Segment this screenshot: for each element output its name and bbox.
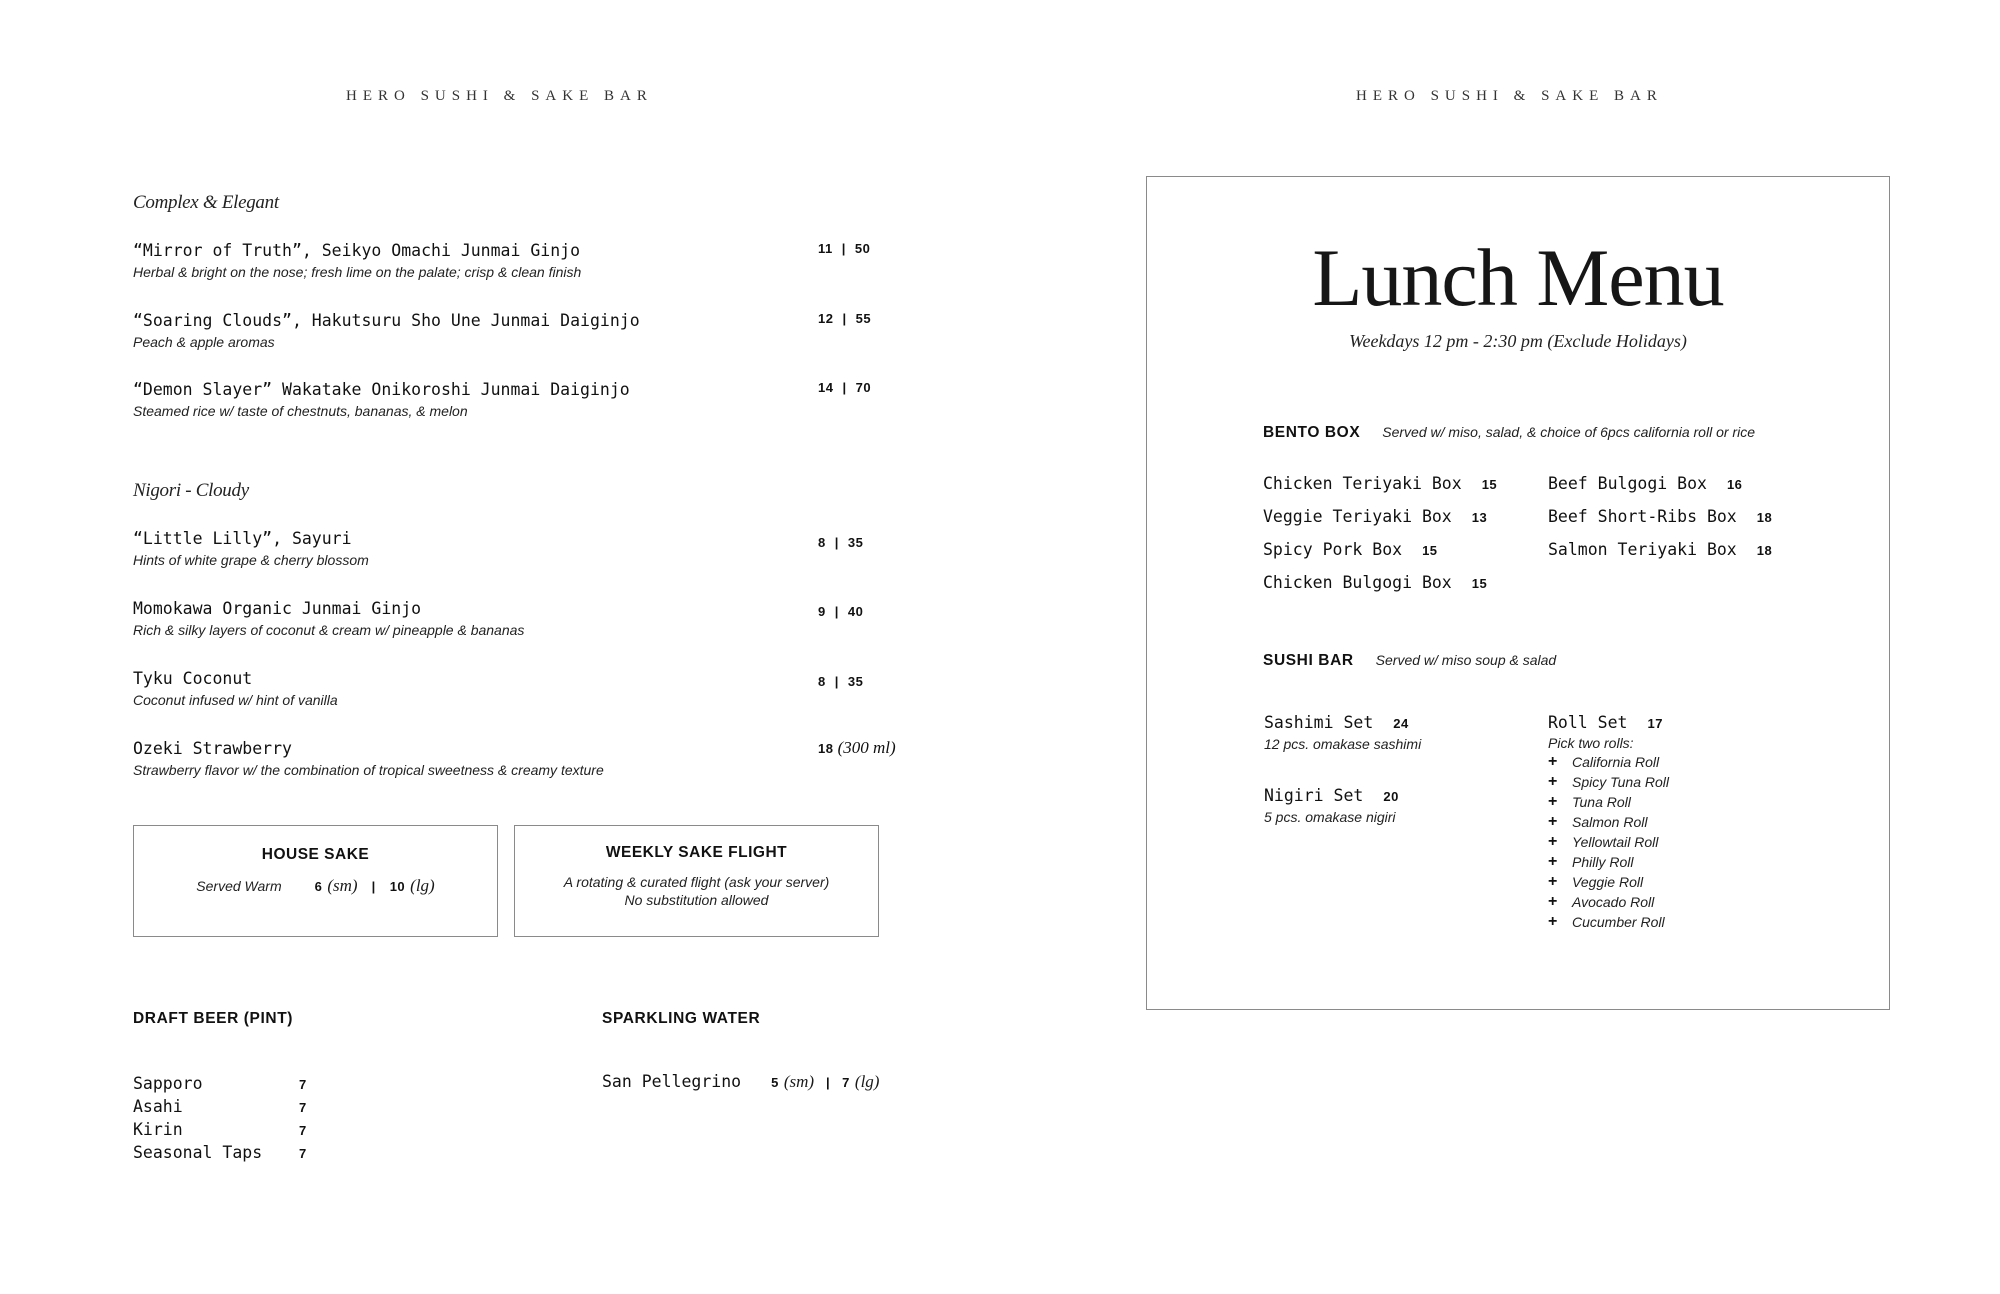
sake-item [133, 311, 640, 350]
list-item [1548, 912, 1669, 932]
nigiri-set-name: Nigiri Set [1264, 786, 1364, 805]
bento-name: Spicy Pork Box [1263, 540, 1403, 559]
bento-name: Beef Short-Ribs Box [1548, 507, 1737, 526]
price-separator: | [834, 535, 839, 550]
sake-item-desc: Herbal & bright on the nose; fresh lime on the palate; crisp & clean finish [133, 264, 582, 280]
bottle-price: 35 [847, 535, 864, 550]
sake-item-desc: Peach & apple aromas [133, 334, 275, 350]
list-item [1548, 752, 1669, 772]
sparkling-water-item [602, 1072, 879, 1092]
sake-item-desc: Rich & silky layers of coconut & cream w/ pineapple & bananas [133, 622, 525, 638]
sushi-bar-note: Served w/ miso soup & salad [1375, 652, 1557, 668]
section-title-nigori: Nigori - Cloudy [133, 480, 249, 501]
house-sake-label: Served Warm [196, 878, 282, 894]
price-separator: | [842, 311, 847, 326]
list-item [1548, 792, 1669, 812]
bento-box-title: BENTO BOX [1263, 424, 1361, 441]
list-item [1548, 474, 1772, 507]
bottle-size: (300 ml) [837, 738, 896, 757]
list-item [1548, 872, 1669, 892]
bento-list-col2 [1548, 474, 1772, 573]
lunch-menu-frame [1146, 176, 1890, 1010]
sake-item-price [818, 738, 896, 758]
weekly-flight-line2: No substitution allowed [624, 892, 769, 908]
draft-beer-list [133, 1074, 307, 1166]
list-item [1263, 573, 1497, 606]
sparkling-price-sm: 5 [771, 1075, 779, 1090]
roll-set-desc: Pick two rolls: [1548, 735, 1634, 751]
list-item [1548, 540, 1772, 573]
price-separator: | [841, 241, 846, 256]
plus-icon: + [1548, 893, 1558, 910]
glass-price: 14 [818, 380, 834, 395]
sashimi-set-name: Sashimi Set [1264, 713, 1374, 732]
list-item [133, 1120, 307, 1143]
sake-item-desc: Hints of white grape & cherry blossom [133, 552, 369, 568]
sushi-bar-title: SUSHI BAR [1263, 652, 1354, 669]
list-item [1263, 540, 1497, 573]
list-item [1548, 772, 1669, 792]
bento-price: 15 [1471, 576, 1488, 591]
bento-price: 15 [1422, 543, 1438, 558]
beer-name: Seasonal Taps [133, 1143, 263, 1162]
plus-icon: + [1548, 853, 1558, 870]
roll-set-line [1548, 713, 1669, 732]
bento-name: Veggie Teriyaki Box [1263, 507, 1452, 526]
roll-name: Yellowtail Roll [1572, 834, 1659, 850]
sake-item-name: “Little Lilly”, Sayuri [133, 529, 352, 548]
sashimi-set-price: 24 [1393, 716, 1409, 731]
house-sake-price-sm: 6 [314, 879, 323, 894]
lunch-menu-subtitle: Weekdays 12 pm - 2:30 pm (Exclude Holidays) [1349, 331, 1687, 351]
nigiri-set [1264, 786, 1399, 825]
house-sake-size-sm: (sm) [327, 876, 358, 895]
house-sake-box [133, 825, 498, 937]
plus-icon: + [1548, 813, 1558, 830]
beer-price: 7 [299, 1100, 307, 1115]
plus-icon: + [1548, 913, 1558, 930]
roll-name: Veggie Roll [1572, 874, 1644, 890]
price-separator: | [371, 879, 376, 894]
price-separator: | [826, 1075, 831, 1090]
sake-item-price [818, 535, 863, 550]
price-separator: | [834, 604, 839, 619]
roll-set-price: 17 [1647, 716, 1663, 731]
glass-price: 12 [818, 311, 834, 326]
sake-item-price [818, 380, 871, 395]
list-item [1548, 507, 1772, 540]
sake-item-price [818, 604, 863, 619]
sashimi-set [1264, 713, 1421, 752]
beer-name: Asahi [133, 1097, 183, 1116]
sparkling-water-name: San Pellegrino [602, 1072, 742, 1091]
bottle-price: 35 [847, 674, 864, 689]
bento-name: Chicken Teriyaki Box [1263, 474, 1462, 493]
price-separator: | [834, 674, 839, 689]
house-sake-price-lg: 10 [389, 879, 406, 894]
roll-name: Avocado Roll [1572, 894, 1655, 910]
list-item [1548, 852, 1669, 872]
bottle-price: 50 [854, 241, 871, 256]
beer-name: Kirin [133, 1120, 183, 1139]
sparkling-size-sm: (sm) [783, 1072, 815, 1091]
price-separator: | [842, 380, 847, 395]
sake-item-name: “Soaring Clouds”, Hakutsuru Sho Une Junmai Daiginjo [133, 311, 640, 330]
list-item [1263, 474, 1497, 507]
bento-price: 18 [1756, 543, 1773, 558]
sake-item [133, 669, 338, 708]
sake-item [133, 380, 630, 419]
list-item [1548, 812, 1669, 832]
bento-name: Chicken Bulgogi Box [1263, 573, 1452, 592]
list-item [1263, 507, 1497, 540]
sake-item-name: “Mirror of Truth”, Seikyo Omachi Junmai Ginjo [133, 241, 581, 260]
glass-price: 9 [818, 604, 826, 619]
glass-price: 8 [818, 674, 826, 689]
bento-price: 16 [1726, 477, 1743, 492]
draft-beer-title: DRAFT BEER (PINT) [133, 1010, 294, 1027]
beer-price: 7 [299, 1077, 307, 1092]
bento-box-heading [1263, 424, 1755, 442]
sake-item-desc: Steamed rice w/ taste of chestnuts, bananas, & melon [133, 403, 468, 419]
sake-item-name: Momokawa Organic Junmai Ginjo [133, 599, 422, 618]
roll-name: Philly Roll [1572, 854, 1634, 870]
plus-icon: + [1548, 753, 1558, 770]
bento-price: 13 [1471, 510, 1488, 525]
list-item [1548, 832, 1669, 852]
roll-name: Spicy Tuna Roll [1572, 774, 1670, 790]
nigiri-set-desc: 5 pcs. omakase nigiri [1264, 809, 1396, 825]
list-item [133, 1074, 307, 1097]
glass-price: 8 [818, 535, 826, 550]
sushi-bar-heading [1263, 652, 1556, 670]
bento-list-col1 [1263, 474, 1497, 606]
sparkling-size-lg: (lg) [854, 1072, 880, 1091]
house-sake-size-lg: (lg) [410, 876, 435, 895]
bento-price: 18 [1756, 510, 1773, 525]
roll-name: California Roll [1572, 754, 1660, 770]
sparkling-water-title: SPARKLING WATER [602, 1010, 761, 1027]
bento-name: Salmon Teriyaki Box [1548, 540, 1737, 559]
nigiri-set-price: 20 [1383, 789, 1399, 804]
roll-name: Tuna Roll [1572, 794, 1631, 810]
sake-item [133, 529, 369, 568]
beer-price: 7 [299, 1123, 307, 1138]
sake-item-price [818, 241, 870, 256]
sake-item [133, 739, 604, 778]
list-item [133, 1097, 307, 1120]
beer-name: Sapporo [133, 1074, 203, 1093]
list-item [133, 1143, 307, 1166]
plus-icon: + [1548, 773, 1558, 790]
house-sake-line [134, 876, 497, 896]
sake-item-name: Tyku Coconut [133, 669, 253, 688]
bottle-price: 40 [847, 604, 864, 619]
plus-icon: + [1548, 833, 1558, 850]
left-page-header: HERO SUSHI & SAKE BAR [346, 88, 653, 104]
sake-item-name: Ozeki Strawberry [133, 739, 292, 758]
bottle-price: 18 [818, 741, 834, 756]
right-page-header: HERO SUSHI & SAKE BAR [1356, 88, 1663, 104]
sake-item-desc: Strawberry flavor w/ the combination of tropical sweetness & creamy texture [133, 762, 604, 778]
bento-name: Beef Bulgogi Box [1548, 474, 1707, 493]
nigiri-set-line [1264, 786, 1399, 805]
bento-price: 15 [1481, 477, 1498, 492]
roll-name: Salmon Roll [1572, 814, 1648, 830]
beer-price: 7 [299, 1146, 307, 1161]
glass-price: 11 [818, 241, 833, 256]
plus-icon: + [1548, 793, 1558, 810]
sake-item-name: “Demon Slayer” Wakatake Onikoroshi Junmai Daiginjo [133, 380, 630, 399]
roll-set [1548, 713, 1669, 932]
sake-item-desc: Coconut infused w/ hint of vanilla [133, 692, 338, 708]
bottle-price: 70 [855, 380, 872, 395]
weekly-flight-box [514, 825, 879, 937]
sparkling-price-lg: 7 [842, 1075, 850, 1090]
section-title-complex-elegant: Complex & Elegant [133, 192, 279, 213]
roll-name: Cucumber Roll [1572, 914, 1665, 930]
sake-item [133, 241, 581, 280]
sake-item [133, 599, 524, 638]
bento-box-note: Served w/ miso, salad, & choice of 6pcs california roll or rice [1382, 424, 1755, 440]
weekly-flight-line1: A rotating & curated flight (ask your server) [563, 874, 830, 890]
sake-item-price [818, 311, 871, 326]
house-sake-title: HOUSE SAKE [261, 846, 370, 863]
sashimi-set-line [1264, 713, 1421, 732]
roll-set-name: Roll Set [1548, 713, 1628, 732]
sake-item-price [818, 674, 863, 689]
list-item [1548, 892, 1669, 912]
lunch-menu-title: Lunch Menu [1312, 232, 1724, 323]
weekly-flight-title: WEEKLY SAKE FLIGHT [605, 844, 788, 861]
plus-icon: + [1548, 873, 1558, 890]
roll-list [1548, 752, 1669, 932]
bottle-price: 55 [855, 311, 872, 326]
sashimi-set-desc: 12 pcs. omakase sashimi [1264, 736, 1422, 752]
